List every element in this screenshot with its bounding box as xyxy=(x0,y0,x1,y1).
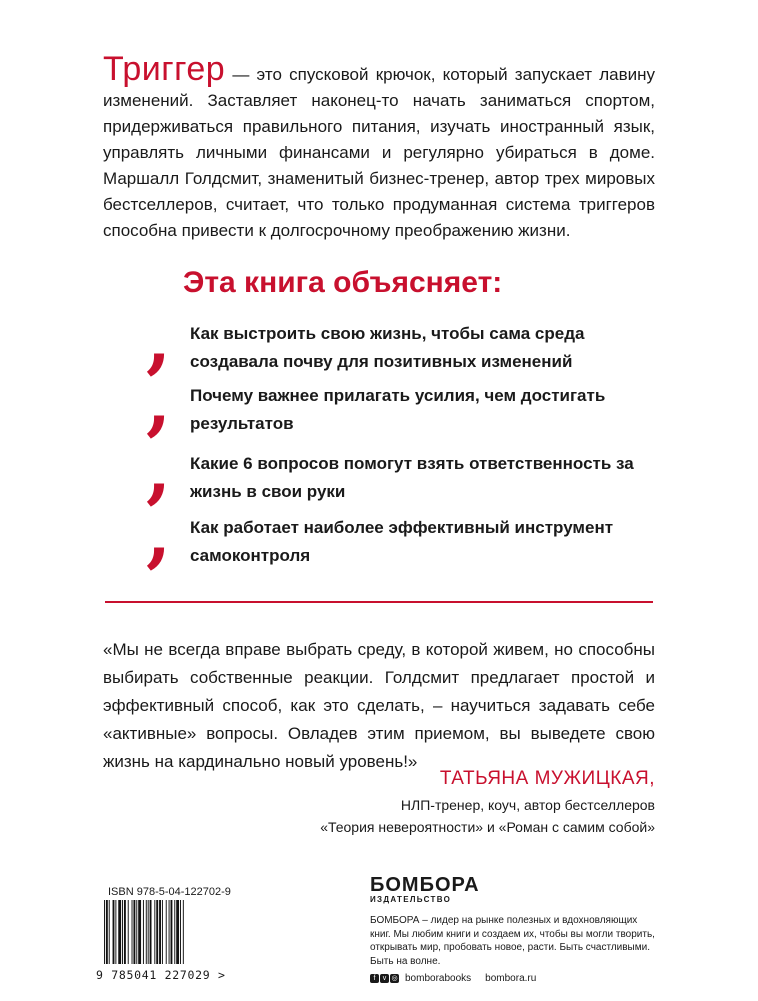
quote-author: ТАТЬЯНА МУЖИЦКАЯ, xyxy=(439,768,655,789)
isbn-text: ISBN 978-5-04-122702-9 xyxy=(108,886,231,898)
comma-bullet-icon: , xyxy=(146,359,172,444)
author-description-line: «Теория невероятности» и «Роман с самим собой» xyxy=(320,819,655,835)
publisher-subtitle: ИЗДАТЕЛЬСТВО xyxy=(370,895,452,904)
intro-paragraph xyxy=(103,50,655,244)
social-icons xyxy=(370,974,399,983)
section-title: Эта книга объясняет: xyxy=(183,266,503,299)
comma-bullet-icon: , xyxy=(146,297,172,382)
comma-bullet-icon: , xyxy=(146,427,172,512)
section-divider xyxy=(105,601,653,603)
author-description xyxy=(320,794,655,838)
intro-brand-word: Триггер xyxy=(103,50,226,88)
instagram-icon: ◎ xyxy=(391,975,398,982)
list-item-text: Как выстроить свою жизнь, чтобы сама среда создавала почву для позитивных изменений xyxy=(190,324,585,371)
publisher-block xyxy=(370,874,660,984)
barcode-digits: 9 785041 227029 > xyxy=(96,968,226,982)
list-item-text: Какие 6 вопросов помогут взять ответственность за жизнь в свои руки xyxy=(190,454,634,501)
barcode-icon xyxy=(104,900,214,966)
intro-text: — это спусковой крючок, который запускает лавину изменений. Заставляет наконец-то начать заниматься спортом, придерживаться правильного питания, изучать иностранный язык, управлять личными финансами и регулярно убираться в доме. Маршалл Голдсмит, знаменитый бизнес-тренер, автор трех мировых бестселлеров, считает, что только продуманная система триггеров способна привести к долгосрочному преображению жизни. xyxy=(103,65,655,240)
list-item-text: Как работает наиболее эффективный инструмент самоконтроля xyxy=(190,518,614,565)
comma-bullet-icon: , xyxy=(146,491,172,576)
vk-icon: v xyxy=(380,974,389,983)
publisher-handle: bomborabooks xyxy=(405,973,472,984)
author-description-line: НЛП-тренер, коуч, автор бестселлеров xyxy=(400,797,655,813)
publisher-links xyxy=(370,973,660,984)
list-item-text: Почему важнее прилагать усилия, чем достигать результатов xyxy=(190,386,606,433)
quote-text: «Мы не всегда вправе выбрать среду, в которой живем, но способны выбирать собственные реакции. Голдсмит предлагает простой и эффективный способ, как это сделать, – научиться задавать себе «активные» вопросы. Овладев этим приемом, вы выведете свою жизнь на кардинально новый уровень!» xyxy=(103,640,655,771)
publisher-site: bombora.ru xyxy=(485,973,537,984)
publisher-description: БОМБОРА – лидер на рынке полезных и вдохновляющих книг. Мы любим книги и создаем их, чтобы вы могли творить, открывать мир, пробовать новое, расти. Быть счастливыми. Быть на волне. xyxy=(370,915,655,967)
facebook-icon: f xyxy=(370,974,379,983)
publisher-logo: БОМБОРА xyxy=(370,874,480,896)
